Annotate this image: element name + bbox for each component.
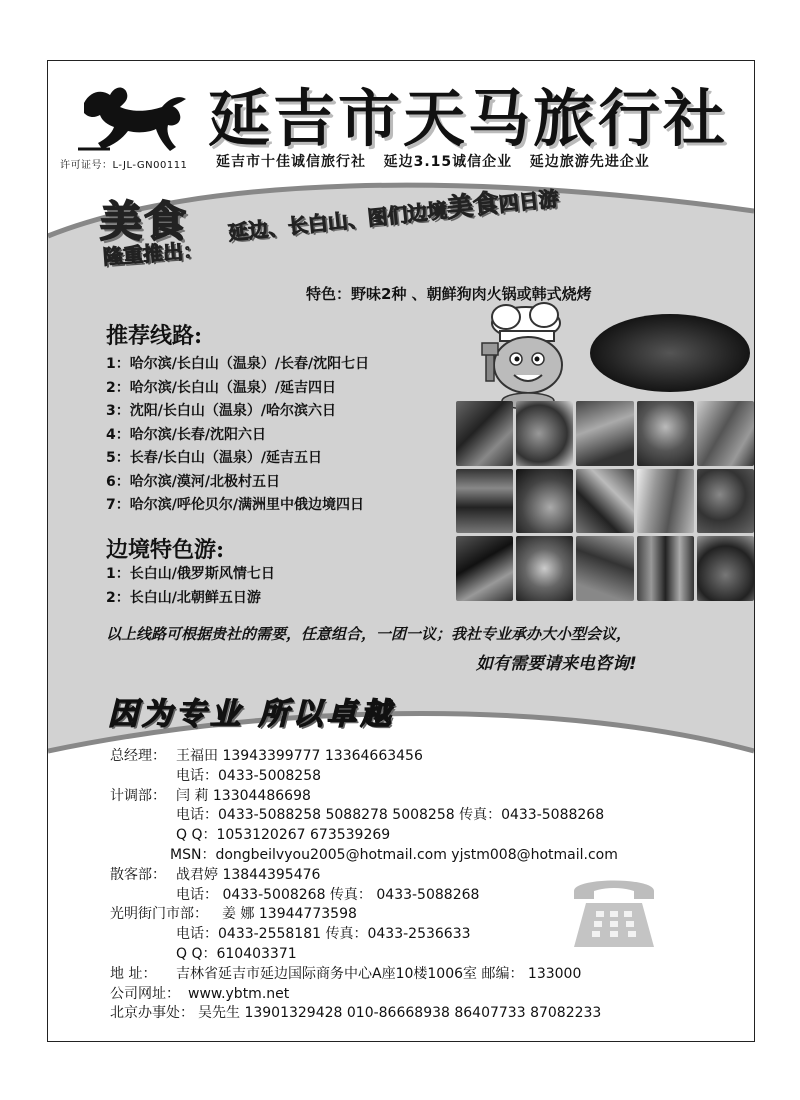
food-photo: [576, 401, 633, 466]
contact-value: MSN：dongbeilvyou2005@hotmail.com yjstm008@hotmail.com: [170, 846, 618, 863]
border-tour-list: [106, 563, 275, 610]
contact-value: 闫 莉 13304486698: [176, 787, 311, 804]
routes-heading: 推荐线路:: [106, 323, 203, 349]
contact-value: Q Q：610403371: [176, 945, 297, 962]
border-tour-item: 1：长白山/俄罗斯风情七日: [106, 566, 275, 582]
route-item: 6：哈尔滨/漠河/北极村五日: [106, 473, 280, 490]
contact-value: 吴先生 13901329428 010-86668938 86407733 87082233: [198, 1005, 602, 1022]
food-photo: [576, 536, 633, 601]
contact-value: 电话：0433-5088258 5088278 5008258 传真：0433-5088268: [176, 807, 605, 824]
license-number: 许可证号：L-JL-GN00111: [60, 160, 188, 171]
contact-value: www.ybtm.net: [188, 985, 290, 1002]
contact-label: 公司网址：: [110, 985, 180, 1002]
contact-label: 地 址：: [110, 965, 157, 982]
horse-logo-icon: [70, 73, 190, 161]
food-photo: [516, 401, 573, 466]
customization-note: 以上线路可根据贵社的需要，任意组合，一团一议；我社专业承办大小型会议，: [106, 625, 632, 643]
contact-value: Q Q：1053120267 673539269: [176, 827, 391, 844]
launch-label: 隆重推出：: [102, 238, 204, 269]
route-item: 3：沈阳/长白山（温泉）/哈尔滨六日: [106, 403, 336, 419]
food-photo: [456, 536, 513, 601]
food-platter-photo: [590, 314, 750, 392]
border-tours-heading: 边境特色游:: [106, 537, 225, 563]
agency-name-title: 延吉市天马旅行社: [208, 82, 729, 155]
food-photo: [637, 401, 694, 466]
contact-label: 散客部：: [110, 866, 166, 883]
food-photo: [456, 401, 513, 466]
contact-value: 王福田 13943399777 13364663456: [176, 748, 423, 764]
food-photo: [456, 469, 513, 534]
tour-title-food: 美食: [445, 188, 501, 224]
tour-title-prefix: 延边、长白山、图们边境: [227, 198, 449, 245]
food-photo-grid: [456, 401, 754, 601]
feature-text: 特色：野味2种 、朝鲜狗肉火锅或韩式烧烤: [306, 285, 592, 303]
slogan: 因为专业 所以卓越: [108, 697, 395, 732]
food-photo: [697, 401, 754, 466]
contact-label: 计调部：: [110, 787, 166, 804]
telephone-icon: [568, 869, 660, 951]
flyer-frame: [47, 60, 755, 1042]
contact-value: 姜 娜 13944773598: [222, 906, 357, 923]
contact-value: 电话：0433-5008258: [176, 767, 322, 784]
food-photo: [516, 469, 573, 534]
food-photo: [697, 536, 754, 601]
inquiry-note: 如有需要请来电咨询!: [476, 654, 637, 674]
route-item: 4：哈尔滨/长春/沈阳六日: [106, 426, 266, 443]
contact-label: 光明街门市部：: [110, 906, 208, 923]
route-item: 1：哈尔滨/长白山（温泉）/长春/沈阳七日: [106, 356, 370, 372]
route-list: [106, 353, 369, 518]
contact-value: 电话：0433-2558181 传真：0433-2536633: [176, 926, 471, 943]
food-photo: [576, 469, 633, 534]
food-photo: [697, 469, 754, 534]
contact-value: 吉林省延吉市延边国际商务中心A座10楼1006室 邮编： 133000: [176, 965, 582, 982]
food-heading: 美食: [100, 197, 189, 246]
route-item: 2：哈尔滨/长白山（温泉）/延吉四日: [106, 379, 336, 396]
contact-value: 战君婷 13844395476: [176, 866, 321, 883]
route-item: 5：长春/长白山（温泉）/延吉五日: [106, 450, 322, 466]
food-photo: [637, 469, 694, 534]
contact-label: 北京办事处：: [110, 1005, 194, 1022]
tagline-row: [216, 151, 650, 171]
contact-label: 总经理：: [110, 748, 166, 764]
tagline-item: 延吉市十佳诚信旅行社: [216, 154, 366, 170]
tagline-item: 延边旅游先进企业: [529, 154, 650, 170]
border-tour-item: 2：长白山/北朝鲜五日游: [106, 589, 261, 606]
route-item: 7：哈尔滨/呼伦贝尔/满洲里中俄边境四日: [106, 497, 364, 513]
contact-value: 电话： 0433-5008268 传真： 0433-5088268: [176, 886, 480, 903]
tour-title-suffix: 四日游: [497, 186, 560, 217]
food-photo: [637, 536, 694, 601]
food-photo: [516, 536, 573, 601]
tagline-item: 延边3.15诚信企业: [383, 154, 513, 170]
chef-mascot-icon: [476, 301, 586, 411]
